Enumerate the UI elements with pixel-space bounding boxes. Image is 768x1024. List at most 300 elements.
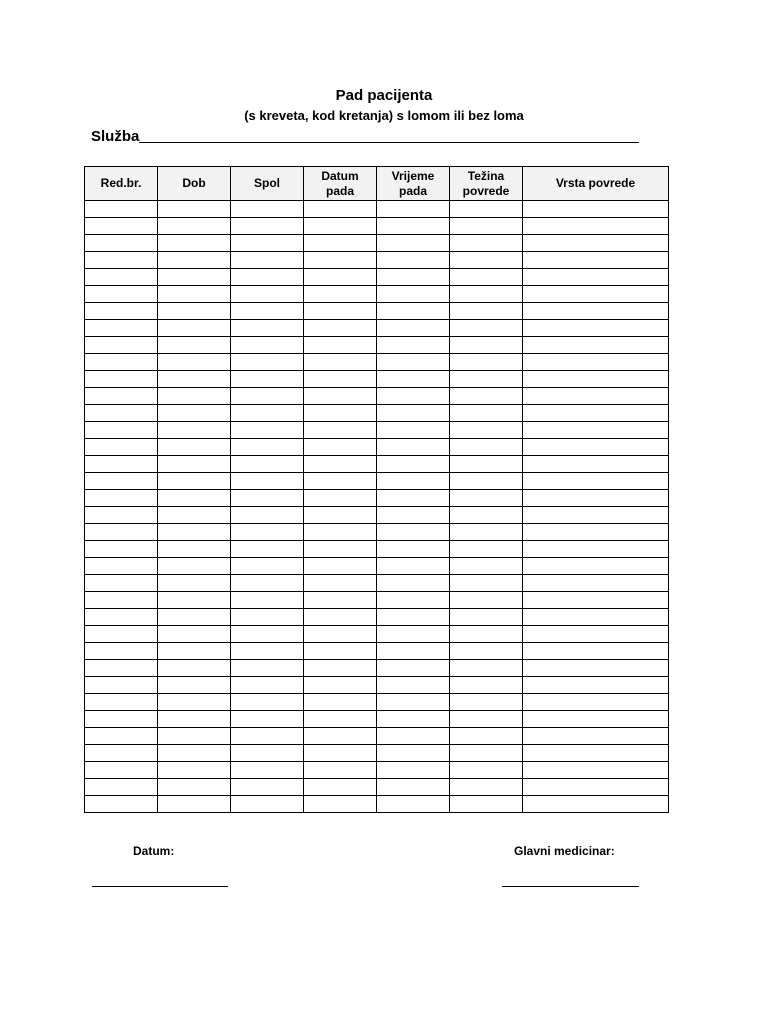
table-cell[interactable] <box>523 473 669 490</box>
table-cell[interactable] <box>85 609 158 626</box>
table-cell[interactable] <box>158 235 231 252</box>
table-row <box>85 490 669 507</box>
table-cell[interactable] <box>450 354 523 371</box>
table-row <box>85 779 669 796</box>
table-cell[interactable] <box>304 235 377 252</box>
table-cell[interactable] <box>523 337 669 354</box>
table-cell[interactable] <box>377 320 450 337</box>
table-cell[interactable] <box>304 728 377 745</box>
table-cell[interactable] <box>377 490 450 507</box>
table-cell[interactable] <box>377 796 450 813</box>
table-row <box>85 320 669 337</box>
table-cell[interactable] <box>377 575 450 592</box>
table-row <box>85 337 669 354</box>
table-cell[interactable] <box>231 235 304 252</box>
column-header-injury-severity: Težina povrede <box>450 167 523 201</box>
table-cell[interactable] <box>377 354 450 371</box>
table-cell[interactable] <box>231 524 304 541</box>
table-row <box>85 694 669 711</box>
table-cell[interactable] <box>304 609 377 626</box>
table-cell[interactable] <box>158 762 231 779</box>
table-row <box>85 269 669 286</box>
table-cell[interactable] <box>231 405 304 422</box>
table-cell[interactable] <box>523 796 669 813</box>
table-cell[interactable] <box>450 626 523 643</box>
table-cell[interactable] <box>231 660 304 677</box>
table-cell[interactable] <box>85 456 158 473</box>
table-row <box>85 677 669 694</box>
table-cell[interactable] <box>523 609 669 626</box>
table-row <box>85 354 669 371</box>
table-cell[interactable] <box>158 473 231 490</box>
table-cell[interactable] <box>85 524 158 541</box>
table-cell[interactable] <box>158 694 231 711</box>
table-cell[interactable] <box>158 609 231 626</box>
table-row <box>85 541 669 558</box>
head-nurse-signature-line[interactable] <box>502 886 639 887</box>
table-row <box>85 592 669 609</box>
table-cell[interactable] <box>158 269 231 286</box>
table-cell[interactable] <box>304 626 377 643</box>
table-cell[interactable] <box>304 660 377 677</box>
table-cell[interactable] <box>304 269 377 286</box>
table-cell[interactable] <box>450 507 523 524</box>
table-cell[interactable] <box>523 575 669 592</box>
table-cell[interactable] <box>377 711 450 728</box>
table-cell[interactable] <box>523 201 669 218</box>
table-cell[interactable] <box>158 796 231 813</box>
table-cell[interactable] <box>231 711 304 728</box>
table-cell[interactable] <box>304 320 377 337</box>
table-cell[interactable] <box>158 592 231 609</box>
table-cell[interactable] <box>377 745 450 762</box>
table-cell[interactable] <box>85 320 158 337</box>
table-cell[interactable] <box>523 660 669 677</box>
table-cell[interactable] <box>450 422 523 439</box>
table-cell[interactable] <box>450 337 523 354</box>
table-cell[interactable] <box>450 286 523 303</box>
table-cell[interactable] <box>231 575 304 592</box>
table-cell[interactable] <box>158 320 231 337</box>
table-cell[interactable] <box>158 677 231 694</box>
table-cell[interactable] <box>158 575 231 592</box>
table-cell[interactable] <box>304 286 377 303</box>
table-cell[interactable] <box>85 269 158 286</box>
table-cell[interactable] <box>158 507 231 524</box>
table-cell[interactable] <box>304 252 377 269</box>
table-cell[interactable] <box>523 677 669 694</box>
table-cell[interactable] <box>304 745 377 762</box>
table-cell[interactable] <box>231 422 304 439</box>
table-cell[interactable] <box>377 660 450 677</box>
table-row <box>85 456 669 473</box>
table-cell[interactable] <box>85 575 158 592</box>
table-cell[interactable] <box>304 541 377 558</box>
table-cell[interactable] <box>450 558 523 575</box>
table-cell[interactable] <box>85 643 158 660</box>
table-cell[interactable] <box>85 626 158 643</box>
table-row <box>85 286 669 303</box>
table-row <box>85 558 669 575</box>
table-cell[interactable] <box>523 286 669 303</box>
table-cell[interactable] <box>377 609 450 626</box>
table-cell[interactable] <box>377 694 450 711</box>
table-cell[interactable] <box>377 473 450 490</box>
date-signature-line[interactable] <box>92 886 228 887</box>
table-cell[interactable] <box>85 388 158 405</box>
table-cell[interactable] <box>231 490 304 507</box>
column-header-sex: Spol <box>231 167 304 201</box>
table-cell[interactable] <box>304 337 377 354</box>
table-cell[interactable] <box>231 388 304 405</box>
head-nurse-label: Glavni medicinar: <box>514 844 615 858</box>
table-cell[interactable] <box>158 711 231 728</box>
table-cell[interactable] <box>158 643 231 660</box>
table-cell[interactable] <box>158 728 231 745</box>
table-row <box>85 218 669 235</box>
table-cell[interactable] <box>304 201 377 218</box>
column-header-injury-type: Vrsta povrede <box>523 167 669 201</box>
table-cell[interactable] <box>377 626 450 643</box>
table-cell[interactable] <box>450 541 523 558</box>
table-cell[interactable] <box>377 201 450 218</box>
table-cell[interactable] <box>450 796 523 813</box>
table-cell[interactable] <box>304 354 377 371</box>
table-cell[interactable] <box>450 439 523 456</box>
table-cell[interactable] <box>450 320 523 337</box>
table-cell[interactable] <box>304 439 377 456</box>
table-cell[interactable] <box>231 677 304 694</box>
table-cell[interactable] <box>85 371 158 388</box>
table-cell[interactable] <box>158 660 231 677</box>
table-cell[interactable] <box>377 422 450 439</box>
table-cell[interactable] <box>450 235 523 252</box>
table-cell[interactable] <box>377 643 450 660</box>
table-cell[interactable] <box>231 320 304 337</box>
table-cell[interactable] <box>158 405 231 422</box>
table-cell[interactable] <box>523 711 669 728</box>
table-cell[interactable] <box>85 422 158 439</box>
document-subtitle: (s kreveta, kod kretanja) s lomom ili bez loma <box>244 108 524 123</box>
table-row <box>85 507 669 524</box>
table-cell[interactable] <box>304 218 377 235</box>
table-cell[interactable] <box>523 745 669 762</box>
table-cell[interactable] <box>231 609 304 626</box>
table-row <box>85 303 669 320</box>
table-cell[interactable] <box>304 422 377 439</box>
table-cell[interactable] <box>85 745 158 762</box>
table-cell[interactable] <box>158 779 231 796</box>
table-cell[interactable] <box>304 456 377 473</box>
table-cell[interactable] <box>450 728 523 745</box>
table-cell[interactable] <box>450 201 523 218</box>
table-cell[interactable] <box>85 405 158 422</box>
table-cell[interactable] <box>450 745 523 762</box>
table-cell[interactable] <box>304 711 377 728</box>
table-cell[interactable] <box>85 677 158 694</box>
table-cell[interactable] <box>158 524 231 541</box>
table-cell[interactable] <box>231 201 304 218</box>
table-cell[interactable] <box>85 507 158 524</box>
table-row <box>85 524 669 541</box>
table-cell[interactable] <box>377 269 450 286</box>
table-cell[interactable] <box>158 490 231 507</box>
table-cell[interactable] <box>523 558 669 575</box>
table-cell[interactable] <box>158 558 231 575</box>
service-field[interactable] <box>91 126 639 146</box>
table-cell[interactable] <box>377 507 450 524</box>
table-cell[interactable] <box>523 694 669 711</box>
table-cell[interactable] <box>377 541 450 558</box>
table-cell[interactable] <box>231 779 304 796</box>
table-cell[interactable] <box>523 422 669 439</box>
table-cell[interactable] <box>523 456 669 473</box>
table-cell[interactable] <box>231 592 304 609</box>
table-row <box>85 235 669 252</box>
table-cell[interactable] <box>158 745 231 762</box>
table-cell[interactable] <box>523 490 669 507</box>
table-cell[interactable] <box>304 303 377 320</box>
table-cell[interactable] <box>304 490 377 507</box>
table-cell[interactable] <box>158 252 231 269</box>
table-cell[interactable] <box>231 252 304 269</box>
table-row <box>85 643 669 660</box>
table-cell[interactable] <box>158 286 231 303</box>
table-cell[interactable] <box>377 677 450 694</box>
column-header-fall-date: Datum pada <box>304 167 377 201</box>
table-cell[interactable] <box>304 405 377 422</box>
table-row <box>85 762 669 779</box>
table-cell[interactable] <box>158 388 231 405</box>
table-cell[interactable] <box>158 201 231 218</box>
table-cell[interactable] <box>85 218 158 235</box>
table-header-row <box>85 167 669 201</box>
table-cell[interactable] <box>85 728 158 745</box>
table-cell[interactable] <box>377 405 450 422</box>
table-cell[interactable] <box>523 303 669 320</box>
table-cell[interactable] <box>450 269 523 286</box>
table-cell[interactable] <box>231 728 304 745</box>
table-cell[interactable] <box>450 609 523 626</box>
fall-log-table <box>84 166 669 813</box>
table-cell[interactable] <box>304 694 377 711</box>
table-cell[interactable] <box>450 303 523 320</box>
table-cell[interactable] <box>158 456 231 473</box>
table-cell[interactable] <box>450 252 523 269</box>
table-cell[interactable] <box>523 779 669 796</box>
table-cell[interactable] <box>158 541 231 558</box>
table-cell[interactable] <box>85 558 158 575</box>
table-cell[interactable] <box>231 354 304 371</box>
table-cell[interactable] <box>377 371 450 388</box>
service-fill-line[interactable] <box>139 126 639 143</box>
table-cell[interactable] <box>377 728 450 745</box>
table-cell[interactable] <box>231 286 304 303</box>
table-cell[interactable] <box>304 473 377 490</box>
table-cell[interactable] <box>377 456 450 473</box>
table-cell[interactable] <box>377 252 450 269</box>
table-cell[interactable] <box>304 507 377 524</box>
table-row <box>85 745 669 762</box>
table-cell[interactable] <box>85 303 158 320</box>
table-cell[interactable] <box>231 337 304 354</box>
table-cell[interactable] <box>158 337 231 354</box>
table-cell[interactable] <box>450 575 523 592</box>
table-cell[interactable] <box>85 286 158 303</box>
table-cell[interactable] <box>304 779 377 796</box>
table-cell[interactable] <box>377 235 450 252</box>
table-cell[interactable] <box>231 745 304 762</box>
table-cell[interactable] <box>85 337 158 354</box>
table-cell[interactable] <box>85 439 158 456</box>
table-cell[interactable] <box>304 592 377 609</box>
table-cell[interactable] <box>523 405 669 422</box>
table-cell[interactable] <box>377 779 450 796</box>
table-cell[interactable] <box>304 796 377 813</box>
table-row <box>85 422 669 439</box>
table-cell[interactable] <box>523 728 669 745</box>
table-cell[interactable] <box>85 694 158 711</box>
table-cell[interactable] <box>377 337 450 354</box>
table-cell[interactable] <box>231 762 304 779</box>
table-cell[interactable] <box>450 524 523 541</box>
table-cell[interactable] <box>304 558 377 575</box>
table-cell[interactable] <box>450 218 523 235</box>
table-cell[interactable] <box>523 354 669 371</box>
table-cell[interactable] <box>158 354 231 371</box>
table-row <box>85 626 669 643</box>
table-cell[interactable] <box>304 524 377 541</box>
table-cell[interactable] <box>377 762 450 779</box>
table-cell[interactable] <box>523 252 669 269</box>
table-row <box>85 728 669 745</box>
table-cell[interactable] <box>450 456 523 473</box>
table-cell[interactable] <box>377 388 450 405</box>
table-cell[interactable] <box>85 592 158 609</box>
table-cell[interactable] <box>450 490 523 507</box>
table-cell[interactable] <box>304 762 377 779</box>
table-cell[interactable] <box>377 592 450 609</box>
table-cell[interactable] <box>158 303 231 320</box>
table-cell[interactable] <box>450 405 523 422</box>
table-cell[interactable] <box>523 507 669 524</box>
table-row <box>85 439 669 456</box>
table-cell[interactable] <box>523 524 669 541</box>
table-cell[interactable] <box>450 592 523 609</box>
document-title: Pad pacijenta <box>335 87 433 104</box>
table-cell[interactable] <box>85 490 158 507</box>
table-cell[interactable] <box>377 558 450 575</box>
table-cell[interactable] <box>85 779 158 796</box>
table-cell[interactable] <box>85 354 158 371</box>
table-cell[interactable] <box>377 524 450 541</box>
table-cell[interactable] <box>85 235 158 252</box>
table-cell[interactable] <box>85 201 158 218</box>
table-cell[interactable] <box>377 303 450 320</box>
table-cell[interactable] <box>231 269 304 286</box>
table-cell[interactable] <box>450 388 523 405</box>
table-cell[interactable] <box>231 694 304 711</box>
table-cell[interactable] <box>158 422 231 439</box>
table-cell[interactable] <box>158 626 231 643</box>
table-cell[interactable] <box>450 677 523 694</box>
table-cell[interactable] <box>85 762 158 779</box>
table-row <box>85 711 669 728</box>
table-cell[interactable] <box>523 235 669 252</box>
table-cell[interactable] <box>231 643 304 660</box>
table-cell[interactable] <box>231 541 304 558</box>
table-cell[interactable] <box>85 796 158 813</box>
table-cell[interactable] <box>85 541 158 558</box>
table-cell[interactable] <box>450 643 523 660</box>
table-row <box>85 796 669 813</box>
table-cell[interactable] <box>231 507 304 524</box>
table-row <box>85 405 669 422</box>
table-cell[interactable] <box>450 694 523 711</box>
table-cell[interactable] <box>304 388 377 405</box>
table-cell[interactable] <box>523 762 669 779</box>
table-cell[interactable] <box>158 218 231 235</box>
table-cell[interactable] <box>158 371 231 388</box>
table-cell[interactable] <box>450 711 523 728</box>
table-cell[interactable] <box>85 711 158 728</box>
table-row <box>85 388 669 405</box>
table-row <box>85 609 669 626</box>
table-cell[interactable] <box>231 303 304 320</box>
table-cell[interactable] <box>85 252 158 269</box>
table-cell[interactable] <box>523 371 669 388</box>
table-cell[interactable] <box>450 371 523 388</box>
table-cell[interactable] <box>523 439 669 456</box>
table-cell[interactable] <box>450 660 523 677</box>
table-cell[interactable] <box>450 779 523 796</box>
table-cell[interactable] <box>450 473 523 490</box>
table-cell[interactable] <box>231 626 304 643</box>
table-cell[interactable] <box>523 218 669 235</box>
table-cell[interactable] <box>377 286 450 303</box>
table-cell[interactable] <box>231 456 304 473</box>
table-cell[interactable] <box>231 473 304 490</box>
table-cell[interactable] <box>523 626 669 643</box>
table-cell[interactable] <box>85 660 158 677</box>
table-cell[interactable] <box>158 439 231 456</box>
table-cell[interactable] <box>523 320 669 337</box>
table-row <box>85 575 669 592</box>
table-cell[interactable] <box>450 762 523 779</box>
table-cell[interactable] <box>304 575 377 592</box>
table-cell[interactable] <box>523 592 669 609</box>
table-cell[interactable] <box>231 218 304 235</box>
table-cell[interactable] <box>85 473 158 490</box>
table-cell[interactable] <box>523 643 669 660</box>
column-header-fall-time: Vrijeme pada <box>377 167 450 201</box>
table-cell[interactable] <box>304 643 377 660</box>
table-cell[interactable] <box>523 541 669 558</box>
table-cell[interactable] <box>304 371 377 388</box>
table-row <box>85 473 669 490</box>
table-cell[interactable] <box>523 388 669 405</box>
column-header-age: Dob <box>158 167 231 201</box>
table-cell[interactable] <box>377 218 450 235</box>
table-cell[interactable] <box>304 677 377 694</box>
date-label: Datum: <box>133 844 175 858</box>
table-cell[interactable] <box>231 439 304 456</box>
table-cell[interactable] <box>231 558 304 575</box>
table-cell[interactable] <box>523 269 669 286</box>
table-cell[interactable] <box>231 796 304 813</box>
table-cell[interactable] <box>377 439 450 456</box>
table-cell[interactable] <box>231 371 304 388</box>
